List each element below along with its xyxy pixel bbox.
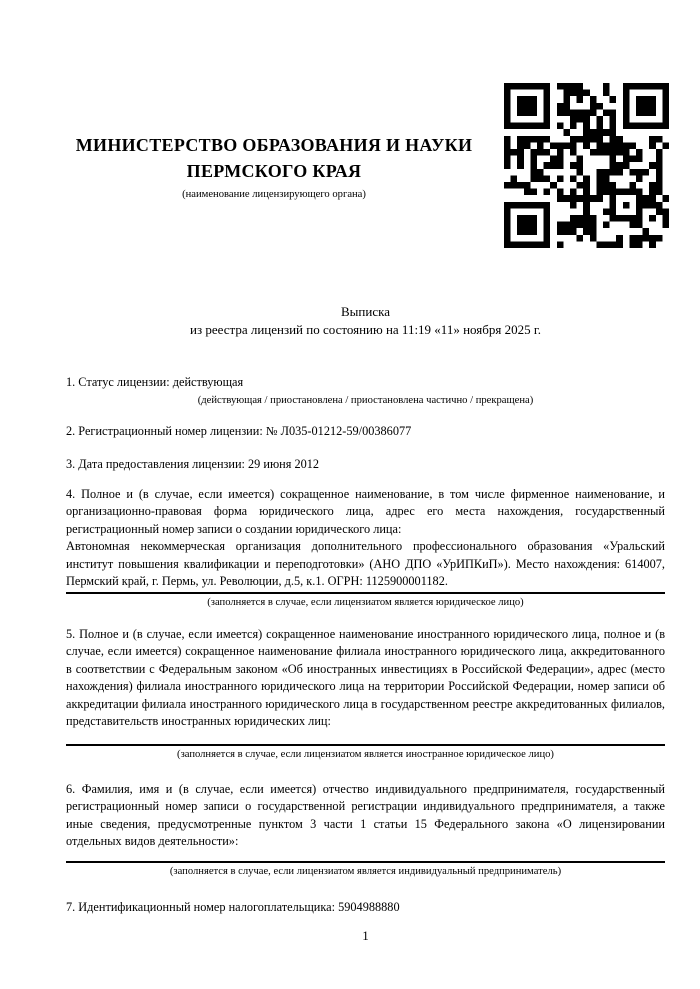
field-legal-entity [66, 486, 665, 610]
license-status-options-caption: (действующая / приостановлена / приостановлена частично / прекращена) [197, 394, 534, 406]
field-grant-date: 3. Дата предоставления лицензии: 29 июня 2012 [66, 457, 320, 471]
ministry-name-line1: МИНИСТЕРСТВО ОБРАЗОВАНИЯ И НАУКИ [75, 135, 473, 155]
license-status-value: 1. Статус лицензии: действующая [66, 375, 244, 389]
fill-line [66, 744, 665, 746]
field-individual-entrepreneur [66, 781, 665, 879]
document-subtitle: из реестра лицензий по состоянию на 11:19 «11» ноября 2025 г. [190, 322, 541, 337]
page-number: 1 [362, 928, 369, 943]
qr-code-icon [504, 83, 669, 248]
field-license-status [66, 374, 665, 408]
field-registration-number: 2. Регистрационный номер лицензии: № Л035-01212-59/00386077 [66, 423, 412, 438]
foreign-entity-caption: (заполняется в случае, если лицензиатом является иностранное юридическое лицо) [177, 748, 554, 760]
individual-entrepreneur-caption: (заполняется в случае, если лицензиатом является индивидуальный предприниматель) [169, 865, 562, 877]
document-title-block [66, 303, 665, 339]
foreign-entity-question: 5. Полное и (в случае, если имеется) сокращенное наименование иностранного юридического лица, полное и (в случае, если имеется) сокращенное наименование филиала иностранного юридического лица, аккредитованного в соответствии с Федеральным законом «Об иностранных инвестициях в Российской Федерации», адрес (место нахождения) филиала иностранного юридического лица на территории Российской Федерации, номер записи об аккредитации филиала иностранного юридического лица в государственном реестре аккредитованных филиалов, представительств иностранных юридических лиц: [66, 626, 665, 728]
ministry-name-line2: ПЕРМСКОГО КРАЯ [186, 161, 362, 181]
legal-entity-answer: Автономная некоммерческая организация дополнительного профессионального образования «Уральский институт повышения квалификации и переподготовки» (АНО ДПО «УрИПКиП»). Место нахождения: 614007, Пермский край, г. Пермь, ул. Революции, д.5, к.1. ОГРН: 1125900001182. [66, 539, 665, 588]
fill-line [66, 861, 665, 863]
licensing-authority-block [66, 132, 482, 202]
fill-line [66, 592, 665, 594]
document-title: Выписка [341, 304, 390, 319]
field-foreign-entity [66, 626, 665, 762]
ministry-caption: (наименование лицензирующего органа) [182, 189, 366, 200]
legal-entity-caption: (заполняется в случае, если лицензиатом является юридическое лицо) [207, 596, 524, 608]
legal-entity-question: 4. Полное и (в случае, если имеется) сокращенное наименование, в том числе фирменное наименование, и организационно-правовая форма юридического лица, адрес его места нахождения, государственный регистрационный номер записи о создании юридического лица: [66, 486, 665, 536]
fields-list [66, 374, 665, 916]
individual-entrepreneur-question: 6. Фамилия, имя и (в случае, если имеется) отчество индивидуального предпринимателя, государственный регистрационный номер записи о государственной регистрации индивидуального предпринимателя, а также иные сведения, предусмотренные пунктом 3 части 1 статьи 15 Федерального закона «О лицензировании отдельных видов деятельности»: [66, 781, 665, 848]
field-taxpayer-number: 7. Идентификационный номер налогоплательщика: 5904988880 [66, 899, 400, 914]
